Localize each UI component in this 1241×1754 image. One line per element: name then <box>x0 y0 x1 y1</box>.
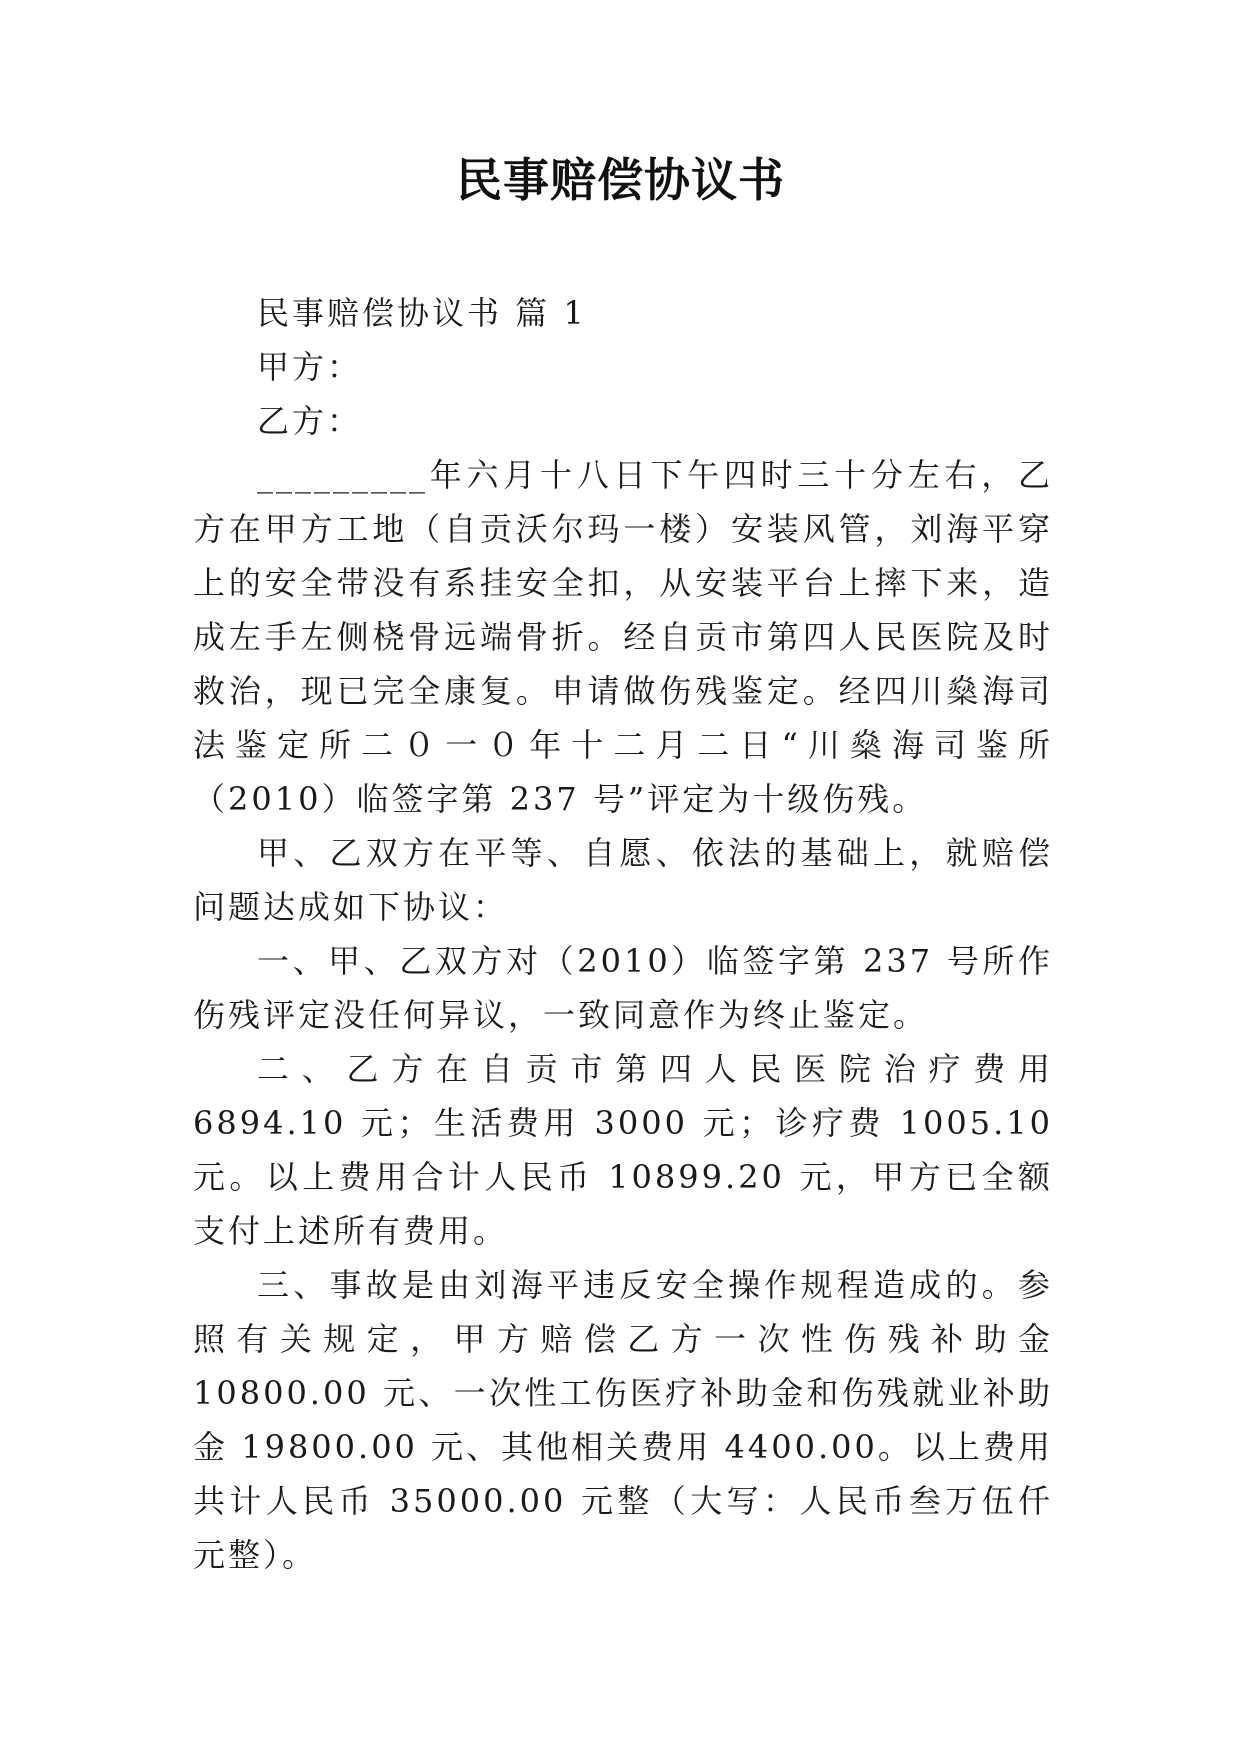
party-a-label: 甲方： <box>257 348 363 386</box>
paragraph-clause-1: 一、甲、乙双方对（2010）临签字第 237 号所作伤残评定没任何异议，一致同意作为终止鉴定。 <box>193 942 1053 1034</box>
party-b-label: 乙方： <box>257 402 363 440</box>
paragraph-clause-3: 三、事故是由刘海平违反安全操作规程造成的。参照有关规定，甲方赔偿乙方一次性伤残补助金 10800.00 元、一次性工伤医疗补助金和伤残就业补助金 19800.00 元、其他相关费用 4400.00。以上费用共计人民币 35000.00 元整（大写：人民币叁万伍仟元整）。 <box>193 1266 1053 1574</box>
paragraph-incident: _________年六月十八日下午四时三十分左右，乙方在甲方工地（自贡沃尔玛一楼）安装风管，刘海平穿上的安全带没有系挂安全扣，从安装平台上摔下来，造成左手左侧桡骨远端骨折。经自贡市第四人民医院及时救治，现已完全康复。申请做伤残鉴定。经四川燊海司法鉴定所二０一０年十二月二日“川燊海司鉴所（2010）临签字第 237 号”评定为十级伤残。 <box>193 456 1053 818</box>
paragraph-agreement-intro: 甲、乙双方在平等、自愿、依法的基础上，就赔偿问题达成如下协议： <box>193 834 1053 926</box>
document-body <box>193 286 1053 1582</box>
document-title: 民事赔偿协议书 <box>456 153 785 207</box>
paragraph-clause-2: 二、乙方在自贡市第四人民医院治疗费用 6894.10 元；生活费用 3000 元；诊疗费 1005.10 元。以上费用合计人民币 10899.20 元，甲方已全额支付上述所有费用。 <box>193 1050 1053 1250</box>
section-heading: 民事赔偿协议书 篇 1 <box>257 294 587 332</box>
